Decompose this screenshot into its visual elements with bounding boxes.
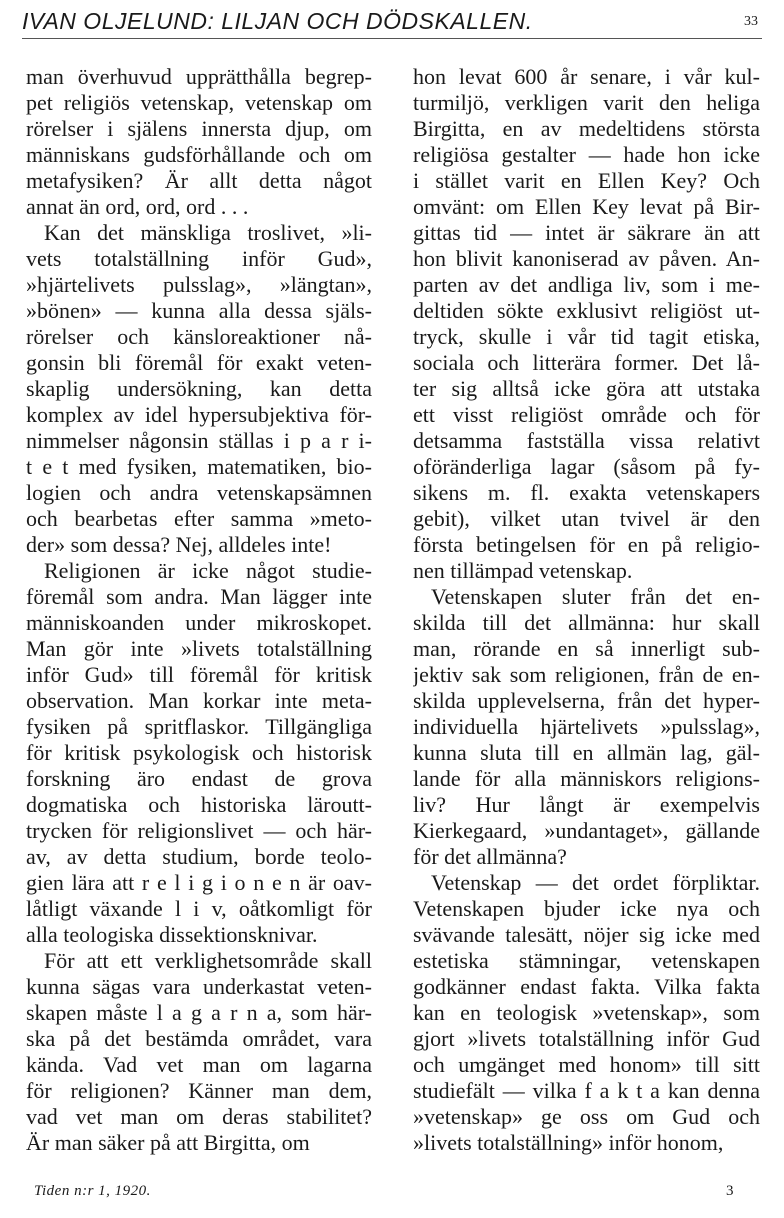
text-line: Religionen är icke något studie- xyxy=(44,558,372,583)
paragraph xyxy=(26,948,372,1156)
text-line: skaplig undersökning, kan detta xyxy=(26,376,372,401)
text-line: ter sig alltså icke göra att utstaka xyxy=(413,376,760,401)
signature-mark: 3 xyxy=(726,1183,734,1199)
text-line: människoanden under mikroskopet. xyxy=(26,610,372,635)
text-line: låtligt växande l i v, oåtkomligt för xyxy=(26,896,372,921)
text-line: estetiska stämningar, vetenskapen xyxy=(413,948,760,973)
text-line: »bönen» — kunna alla dessa själs- xyxy=(26,298,372,323)
journal-footer: Tiden n:r 1, 1920. xyxy=(34,1183,151,1199)
text-line: metafysiken? Är allt detta något xyxy=(26,168,372,193)
text-line: Vetenskap — det ordet förpliktar. xyxy=(431,870,760,895)
text-line: forskning äro endast de grova xyxy=(26,766,372,791)
text-line: Kierkegaard, »undantaget», gällande xyxy=(413,818,760,843)
text-line: för kritisk psykologisk och historisk xyxy=(26,740,372,765)
paragraph xyxy=(413,870,760,1156)
text-line: Vetenskapen sluter från det en- xyxy=(431,584,760,609)
text-line: gonsin bli föremål för exakt veten- xyxy=(26,350,372,375)
text-line: för det allmänna? xyxy=(413,844,567,869)
text-line: människans gudsförhållande och om xyxy=(26,142,372,167)
text-line: liv? Hur långt är exempelvis xyxy=(413,792,760,817)
text-line: inför Gud» till föremål för kritisk xyxy=(26,662,372,687)
text-line: skilda upplevelserna, från det hyper- xyxy=(413,688,760,713)
right-column xyxy=(413,64,760,1156)
text-line: tryck, skulle i vår tid tagit etiska, xyxy=(413,324,760,349)
text-line: i stället varit en Ellen Key? Och xyxy=(413,168,760,193)
text-line: omvänt: om Ellen Key levat på Bir- xyxy=(413,194,760,219)
text-line: Kan det mänskliga troslivet, »li- xyxy=(44,220,372,245)
text-line: man, rörande en så innerligt sub- xyxy=(413,636,760,661)
text-line: fysiken på spritflaskor. Tillgängliga xyxy=(26,714,372,739)
text-line: kunna sägas vara underkastat veten- xyxy=(26,974,372,999)
text-line: första betingelsen för en på religio- xyxy=(413,532,760,557)
text-line: Vetenskapen bjuder icke nya och xyxy=(413,896,760,921)
text-line: »livets totalställning» inför honom, xyxy=(413,1130,724,1155)
text-line: logien och andra vetenskapsämnen xyxy=(26,480,372,505)
text-line: nimmelser någonsin ställas i p a r i- xyxy=(26,428,372,453)
text-line: kunna sluta till en allmän lag, gäl- xyxy=(413,740,760,765)
text-line: man överhuvud upprätthålla begrep- xyxy=(26,64,372,89)
text-line: Birgitta, en av medeltidens största xyxy=(413,116,760,141)
text-line: och umgänget med honom» till sitt xyxy=(413,1052,760,1077)
text-line: dogmatiska och historiska läroutt- xyxy=(26,792,372,817)
text-line: observation. Man korkar inte meta- xyxy=(26,688,372,713)
text-line: gien lära att r e l i g i o n e n är oav- xyxy=(26,870,372,895)
text-line: pet religiös vetenskap, vetenskap om xyxy=(26,90,372,115)
text-line: »hjärtelivets pulsslag», »längtan», xyxy=(26,272,372,297)
text-line: och bearbetas efter samma »meto- xyxy=(26,506,372,531)
text-line: vad vet man om deras stabilitet? xyxy=(26,1104,372,1129)
text-line: gittas tid — intet är säkrare än att xyxy=(413,220,760,245)
text-line: föremål som andra. Man lägger inte xyxy=(26,584,372,609)
text-line: studiefält — vilka f a k t a kan denna xyxy=(413,1078,760,1103)
text-line: gjort »livets totalställning inför Gud xyxy=(413,1026,760,1051)
text-line: skapen måste l a g a r n a, som här- xyxy=(26,1000,372,1025)
page-header xyxy=(22,6,762,39)
text-line: turmiljö, verkligen varit den heliga xyxy=(413,90,760,115)
text-line: kan en teologisk »vetenskap», som xyxy=(413,1000,760,1025)
paragraph xyxy=(26,220,372,558)
text-line: Man gör inte »livets totalställning xyxy=(26,636,372,661)
text-line: För att ett verklighetsområde skall xyxy=(44,948,372,973)
text-line: vets totalställning inför Gud», xyxy=(26,246,372,271)
text-line: lande för alla människors religions- xyxy=(413,766,760,791)
text-line: detsamma fastställa vissa relativt xyxy=(413,428,760,453)
running-title: IVAN OLJELUND: LILJAN OCH DÖDSKALLEN. xyxy=(22,8,533,34)
text-line: godkänner endast fakta. Vilka fakta xyxy=(413,974,760,999)
text-line: ska på det bestämda området, vara xyxy=(26,1026,372,1051)
text-line: nen tillämpad vetenskap. xyxy=(413,558,633,583)
paragraph xyxy=(26,558,372,948)
text-line: der» som dessa? Nej, alldeles inte! xyxy=(26,532,332,557)
text-line: trycken för religionslivet — och här- xyxy=(26,818,372,843)
paragraph xyxy=(26,64,372,220)
text-line: för religionen? Känner man dem, xyxy=(26,1078,372,1103)
text-line: ett visst religiöst område och för xyxy=(413,402,760,427)
text-line: rörelser i själens innersta djup, om xyxy=(26,116,372,141)
text-line: Är man säker på att Birgitta, om xyxy=(26,1130,310,1155)
text-line: komplex av idel hypersubjektiva för- xyxy=(26,402,372,427)
left-column xyxy=(26,64,372,1156)
text-line: »vetenskap» ge oss om Gud och xyxy=(413,1104,760,1129)
text-line: av, av detta studium, borde teolo- xyxy=(26,844,372,869)
text-line: t e t med fysiken, matematiken, bio- xyxy=(26,454,372,479)
text-line: svävande talesätt, nöjer sig icke med xyxy=(413,922,760,947)
page-number: 33 xyxy=(744,14,758,29)
text-line: kända. Vad vet man om lagarna xyxy=(26,1052,372,1077)
text-line: annat än ord, ord, ord . . . xyxy=(26,194,249,219)
paragraph xyxy=(413,584,760,870)
text-line: hon levat 600 år senare, i vår kul- xyxy=(413,64,760,89)
paragraph xyxy=(413,64,760,584)
text-line: parten av det andliga liv, som i me- xyxy=(413,272,760,297)
text-line: skilda till det allmänna: hur skall xyxy=(413,610,760,635)
text-line: jektiv sak som religionen, från de en- xyxy=(413,662,760,687)
text-line: oföränderliga lagar (såsom på fy- xyxy=(413,454,760,479)
text-line: sociala och litterära former. Det lå- xyxy=(413,350,760,375)
text-line: rörelser och känsloreaktioner nå- xyxy=(26,324,372,349)
text-line: sikens m. fl. exakta vetenskapers xyxy=(413,480,760,505)
text-line: gebit), vilket utan tvivel är den xyxy=(413,506,760,531)
text-line: deltiden sökte exklusivt religiöst ut- xyxy=(413,298,760,323)
text-line: alla teologiska dissektionsknivar. xyxy=(26,922,318,947)
text-line: religiösa gestalter — hade hon icke xyxy=(413,142,760,167)
text-line: individuella hjärtelivets »pulsslag», xyxy=(413,714,760,739)
text-line: hon blivit kanoniserad av påven. An- xyxy=(413,246,760,271)
